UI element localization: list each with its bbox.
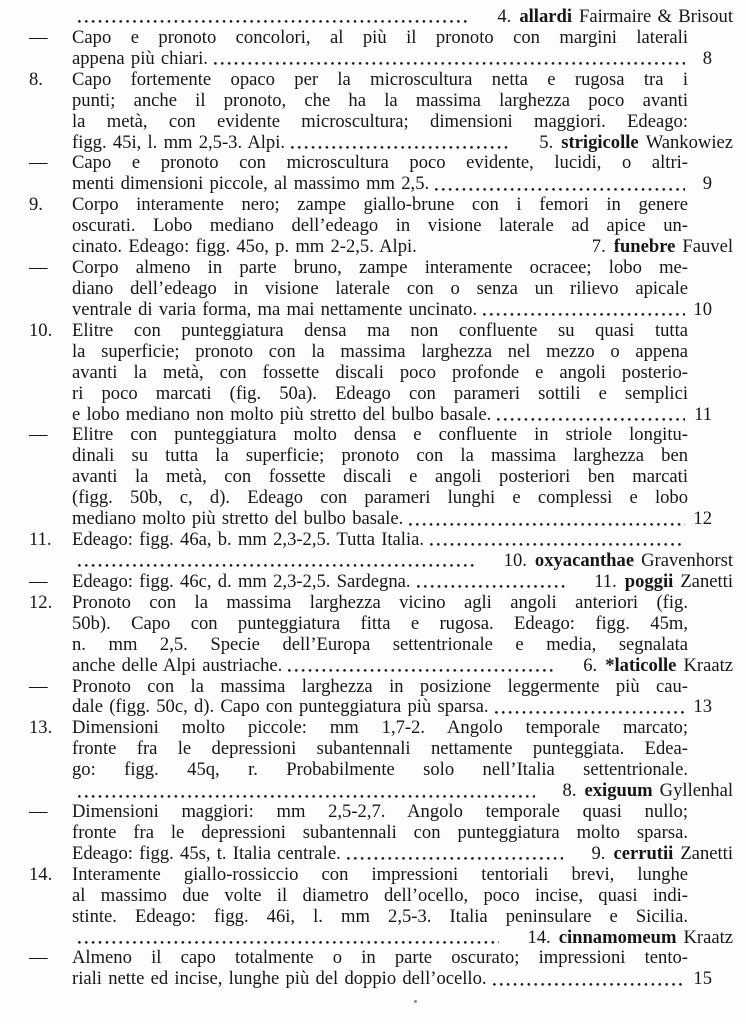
species-entry	[527, 928, 733, 949]
key-text: Corpo interamente nero; zampe giallo-brune con i femori in genere	[72, 195, 688, 216]
couplet-marker: 9.	[29, 194, 43, 216]
key-text: Pronoto con la massima larghezza in posizione leggermente più cau-	[72, 676, 688, 697]
key-line	[29, 509, 733, 530]
key-line	[29, 237, 733, 258]
key-text: go: figg. 45q, r. Probabilmente solo nell’Italia settentrionale.	[72, 760, 688, 781]
species-name: cinnamomeum	[558, 926, 677, 948]
species-entry	[592, 237, 733, 258]
species-entry	[539, 133, 733, 154]
key-text: fronte fra le depressioni subantennali nettamente punteggiata. Edea-	[72, 739, 688, 760]
key-text: punti; anche il pronoto, che ha la massima larghezza poco avanti	[72, 90, 688, 111]
species-author: Zanetti	[680, 842, 733, 864]
species-author: Fauvel	[682, 236, 733, 258]
key-line	[29, 300, 733, 321]
couplet-marker: —	[29, 675, 48, 697]
key-line	[29, 886, 733, 907]
dot-leader	[74, 551, 479, 572]
key-line	[29, 572, 733, 593]
species-number: 6.	[583, 654, 598, 676]
dot-leader	[493, 405, 688, 426]
key-line	[29, 425, 733, 446]
couplet-marker: 14.	[29, 863, 53, 885]
key-line	[29, 467, 733, 488]
key-text: riali nette ed incise, lunghe più del doppio dell’ocello.	[72, 968, 487, 990]
dot-leader	[210, 49, 688, 70]
couplet-marker: —	[29, 257, 48, 279]
dot-leader	[74, 7, 472, 28]
species-entry	[583, 656, 733, 677]
key-line	[29, 342, 733, 363]
key-line	[29, 258, 733, 279]
key-line	[29, 153, 733, 174]
key-text: Dimensioni molto piccole: mm 1,7-2. Angolo temporale marcato;	[72, 718, 688, 739]
dot-leader	[413, 572, 570, 593]
key-text: Capo e pronoto concolori, al più il pronoto con margini laterali	[72, 27, 688, 48]
ref-number: 13	[693, 696, 712, 718]
species-author: Kraatz	[683, 926, 733, 948]
key-line	[29, 279, 733, 300]
species-author: Fairmaire & Brisout	[579, 6, 733, 27]
dot-leader	[431, 174, 688, 195]
key-text: menti dimensioni piccole, al massimo mm 2,5.	[72, 173, 430, 195]
key-text: diano dell’edeago in visione laterale con o senza un rilievo apicale	[72, 278, 688, 299]
key-line	[29, 551, 733, 572]
species-name: funebre	[613, 236, 676, 258]
ref-number: 15	[693, 968, 712, 990]
dot-leader	[74, 928, 502, 949]
couplet-marker: —	[29, 26, 48, 48]
key-text: Almeno il capo totalmente o in parte oscurato; impressioni tento-	[72, 948, 688, 969]
key-text: cinato. Edeago: figg. 45o, p. mm 2-2,5. Alpi.	[72, 236, 417, 258]
species-name: poggii	[624, 570, 674, 592]
key-text: (figg. 50b, c, d). Edeago con parameri lunghi e complessi e lobo	[72, 488, 688, 509]
key-text: ri poco marcati (fig. 50a). Edeago con parameri sottili e semplici	[72, 383, 688, 404]
key-line	[29, 802, 733, 823]
couplet-marker: —	[29, 570, 48, 592]
key-text: Elitre con punteggiatura densa ma non confluente su quasi tutta	[72, 320, 688, 341]
key-text: avanti la metà, con fossette discali poco profonde e angoli posterio-	[72, 362, 688, 383]
ref-number: 12	[693, 508, 712, 530]
key-line	[29, 28, 733, 49]
ref-number: 10	[693, 298, 712, 320]
blank-spacer	[419, 237, 567, 258]
key-line	[29, 195, 733, 216]
key-line	[29, 488, 733, 509]
species-author: Gyllenhal	[659, 780, 733, 802]
dot-leader	[287, 133, 514, 154]
species-entry	[594, 572, 733, 593]
species-entry	[504, 551, 733, 572]
key-line	[29, 969, 733, 990]
key-text: dinali su tutta la superficie; pronoto con la massima larghezza ben	[72, 446, 688, 467]
species-number: 10.	[503, 549, 527, 571]
key-line	[29, 593, 733, 614]
key-text: Capo e pronoto con microscultura poco evidente, lucidi, o altri-	[72, 153, 688, 174]
species-name: allardi	[519, 6, 572, 27]
species-number: 9.	[591, 842, 606, 864]
couplet-marker: 11.	[29, 529, 52, 551]
key-line	[29, 446, 733, 467]
species-author: Wankowiez	[645, 131, 733, 153]
dot-leader	[74, 781, 538, 802]
species-name: oxyacanthae	[534, 549, 635, 571]
key-text: anche delle Alpi austriache.	[72, 654, 283, 676]
key-line	[29, 760, 733, 781]
dot-leader	[405, 509, 688, 530]
key-line	[29, 948, 733, 969]
couplet-marker: —	[29, 152, 48, 174]
ref-number: 11	[694, 403, 712, 425]
key-text: 50b). Capo con punteggiatura fitta e rugosa. Edeago: figg. 45m,	[72, 613, 688, 634]
couplet-marker: 13.	[29, 717, 53, 739]
species-name: *laticolle	[605, 654, 677, 676]
couplet-marker: —	[29, 947, 48, 969]
key-text: figg. 45i, l. mm 2,5-3. Alpi.	[72, 131, 286, 153]
key-line	[29, 321, 733, 342]
key-line	[29, 216, 733, 237]
couplet-marker: —	[29, 801, 48, 823]
key-line	[29, 112, 733, 133]
key-line	[29, 907, 733, 928]
dot-leader	[491, 697, 688, 718]
key-text: dale (figg. 50c, d). Capo con punteggiatura più sparsa.	[72, 696, 489, 718]
key-line	[29, 739, 733, 760]
species-name: cerrutii	[613, 842, 674, 864]
key-line	[29, 91, 733, 112]
key-text: fronte fra le depressioni subantennali con punteggiatura molto sparsa.	[72, 822, 688, 843]
species-number: 8.	[562, 780, 577, 802]
key-line	[29, 174, 733, 195]
key-text: e lobo mediano non molto più stretto del bulbo basale.	[72, 403, 492, 425]
couplet-marker: 10.	[29, 319, 53, 341]
dot-leader	[284, 656, 558, 677]
key-line	[29, 844, 733, 865]
dot-leader	[489, 969, 688, 990]
key-line	[29, 823, 733, 844]
key-text: Interamente giallo-rossiccio con impressioni tentoriali brevi, lunghe	[72, 864, 688, 885]
key-line	[29, 635, 733, 656]
dot-leader	[479, 300, 688, 321]
key-text: Corpo almeno in parte bruno, zampe interamente ocracee; lobo me-	[72, 258, 688, 279]
key-text: Edeago: figg. 46c, d. mm 2,3-2,5. Sardegna.	[72, 570, 411, 592]
key-line	[29, 70, 733, 91]
species-author: Zanetti	[680, 570, 733, 592]
key-text: Edeago: figg. 45s, t. Italia centrale.	[72, 842, 341, 864]
key-line	[29, 49, 733, 70]
key-text: mediano molto più stretto del bulbo basale.	[72, 508, 404, 530]
species-number: 7.	[591, 236, 606, 258]
key-text: la metà, con evidente microscultura; dimensioni maggiori. Edeago:	[72, 111, 688, 132]
key-line	[29, 865, 733, 886]
key-text: ventrale di varia forma, ma mai nettamente uncinato.	[72, 298, 478, 320]
key-line	[29, 656, 733, 677]
key-line	[29, 363, 733, 384]
species-entry	[497, 7, 733, 28]
species-author: Gravenhorst	[641, 549, 733, 571]
key-line	[29, 614, 733, 635]
key-text: oscurati. Lobo mediano dell’edeago in visione laterale ad apice un-	[72, 216, 688, 237]
key-text: stinte. Edeago: figg. 46i, l. mm 2,5-3. Italia peninsulare e Sicilia.	[72, 906, 688, 927]
ref-number: 8	[702, 47, 712, 69]
key-text: la superficie; pronoto con la massima larghezza nel mezzo o appena	[72, 341, 688, 362]
species-name: exiguum	[584, 780, 653, 802]
key-line	[29, 530, 733, 551]
key-line	[29, 718, 733, 739]
key-text: al massimo due volte il diametro dell’ocello, poco incise, quasi indi-	[72, 885, 688, 906]
key-text: Pronoto con la massima larghezza vicino agli angoli anteriori (fig.	[72, 592, 688, 613]
scan-speck	[414, 1000, 417, 1003]
species-entry	[591, 844, 733, 865]
key-line	[29, 7, 733, 28]
couplet-marker: —	[29, 424, 48, 446]
species-number: 4.	[497, 6, 512, 27]
species-number: 11.	[594, 570, 617, 592]
species-entry	[563, 781, 733, 802]
key-line	[29, 697, 733, 718]
key-text: Elitre con punteggiatura molto densa e confluente in striole longitu-	[72, 425, 688, 446]
couplet-marker: 12.	[29, 591, 53, 613]
key-line	[29, 928, 733, 949]
key-line	[29, 133, 733, 154]
key-text: appena più chiari.	[72, 47, 208, 69]
key-lines	[29, 7, 733, 990]
species-author: Kraatz	[683, 654, 733, 676]
key-text: avanti la metà, con fossette discali e angoli posteriori ben marcati	[72, 467, 688, 488]
species-number: 14.	[527, 926, 551, 948]
dot-leader	[343, 844, 567, 865]
dot-leader	[426, 530, 688, 551]
key-text: Edeago: figg. 46a, b. mm 2,3-2,5. Tutta Italia.	[72, 529, 425, 551]
key-text: Capo fortemente opaco per la microscultura netta e rugosa tra i	[72, 69, 688, 90]
ref-number: 9	[702, 173, 712, 195]
species-name: strigicolle	[561, 131, 639, 153]
key-line	[29, 405, 733, 426]
key-line	[29, 781, 733, 802]
species-number: 5.	[539, 131, 554, 153]
key-line	[29, 677, 733, 698]
couplet-marker: 8.	[29, 68, 43, 90]
key-text: n. mm 2,5. Specie dell’Europa settentrionale e media, segnalata	[72, 634, 688, 655]
key-text: Dimensioni maggiori: mm 2,5-2,7. Angolo temporale quasi nullo;	[72, 802, 688, 823]
key-line	[29, 384, 733, 405]
